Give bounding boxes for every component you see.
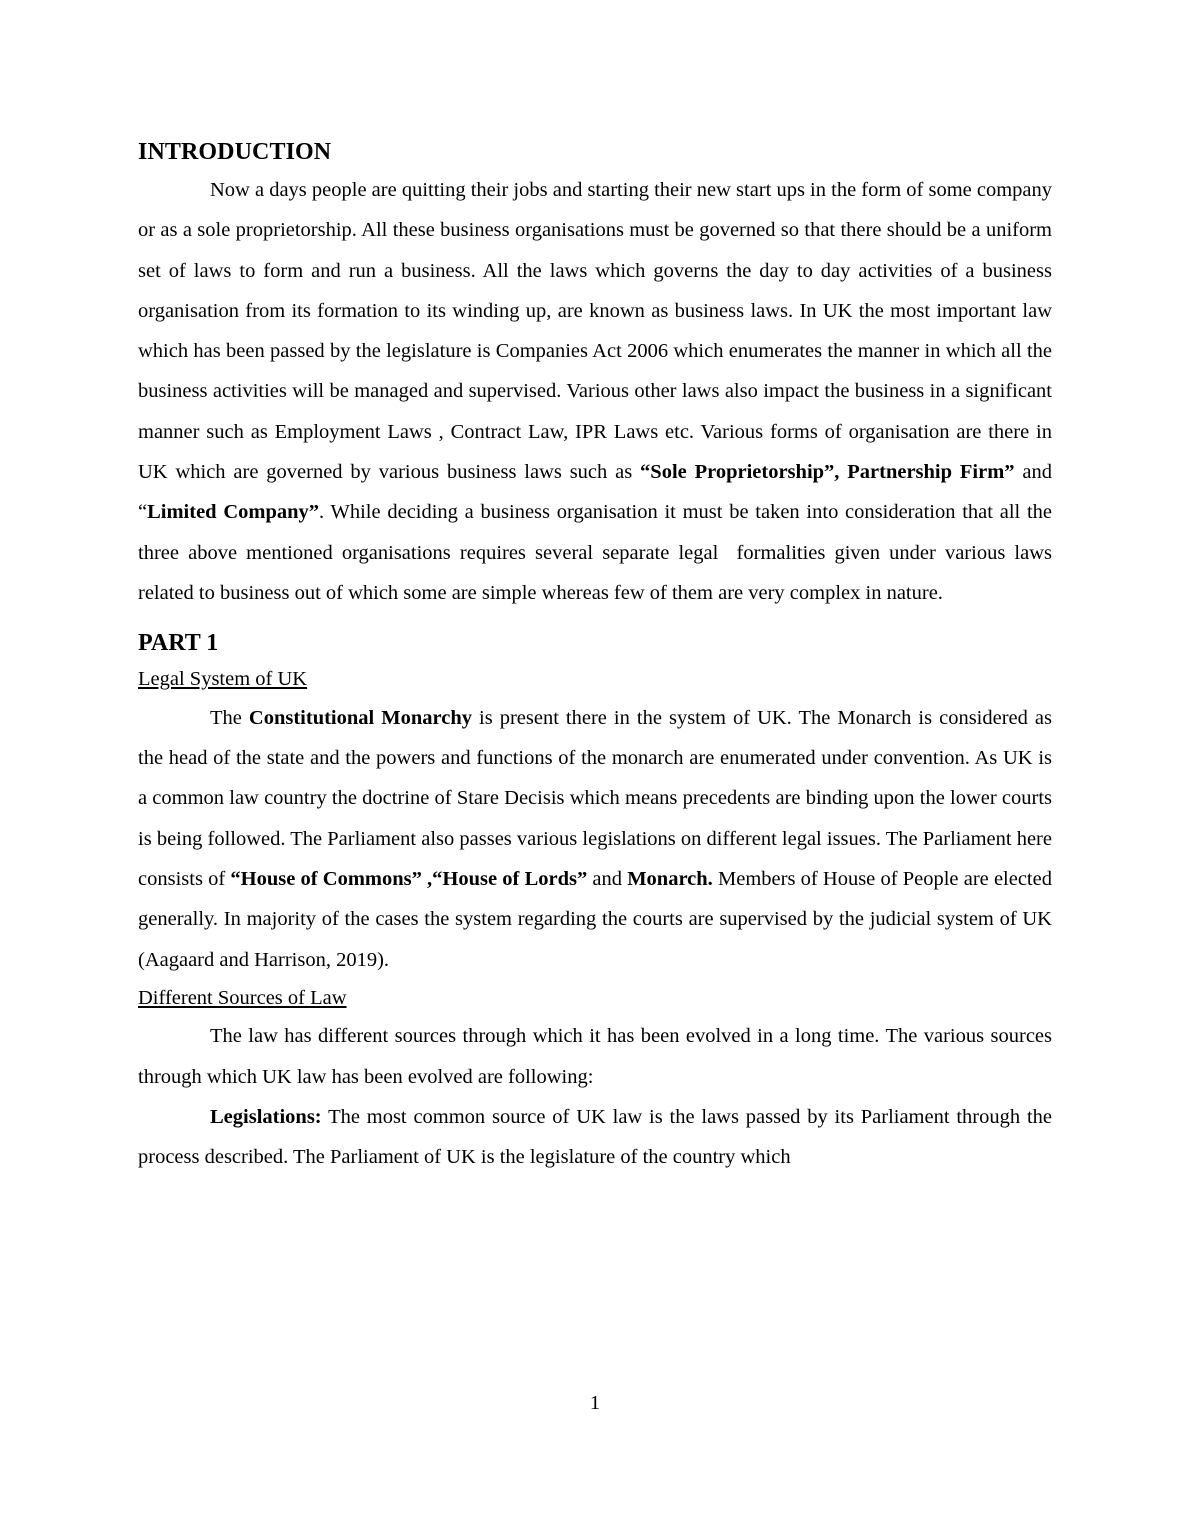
intro-text-segment-1: Now a days people are quitting their jobs and starting their new start ups in the form of some company or as a sole proprietorship. All these business organisations must be governed so that there should be a uniform set of laws to form and run a business. All the laws which governs the day to day activities of a business organisation from its formation to its winding up, are known as business laws. In UK the most important law which has been passed by the legislature is Companies Act 2006 which enumerates the manner in which all the business activities will be managed and supervised. Various other laws also impact the business in a significant manner such as Employment Laws , Contract Law, IPR Laws etc. Various forms of organisation are there in UK which are governed by various business laws such as bbox=[138, 179, 1058, 484]
legal-system-bold-constitutional-monarchy: Constitutional Monarchy bbox=[248, 706, 472, 729]
paragraph-legal-system bbox=[138, 698, 1058, 980]
legal-system-text-segment-2: is present there in the system of UK. The Monarch is considered as the head of the state and the powers and functions of the monarch are enumerated under convention. As UK is a common law country the doctrine of Stare Decisis which means precedents are binding upon the lower courts is being followed. The Parliament also passes various legislations on different legal issues. The Parliament here consists of bbox=[138, 706, 1058, 890]
intro-bold-organisation-forms-1: “Sole Proprietorship”, Partnership Firm” bbox=[640, 461, 1015, 484]
section-heading-part-1: PART 1 bbox=[138, 630, 219, 657]
page-number: 1 bbox=[589, 1392, 601, 1414]
subheading-legal-system-of-uk-label: Legal System of UK bbox=[138, 668, 308, 691]
legislations-bold-label: Legislations: bbox=[210, 1105, 322, 1128]
page-title-introduction: INTRODUCTION bbox=[138, 139, 332, 165]
paragraph-introduction bbox=[138, 170, 1058, 613]
intro-text-segment-3: . While deciding a business organisation it must be taken into consideration that all the three above mentioned organisations requires several separate legal formalities given under various laws related to business out of which some are simple whereas few of them are very complex in nature. bbox=[138, 501, 1058, 604]
legislations-text: The most common source of UK law is the laws passed by its Parliament through the process described. The Parliament of UK is the legislature of the country which bbox=[138, 1105, 1058, 1169]
legal-system-text-segment-4: Members of House of People are elected generally. In majority of the cases the system regarding the courts are supervised by the judicial system of UK (Aagaard and Harrison, 2019). bbox=[138, 867, 1058, 971]
subheading-legal-system-of-uk bbox=[138, 669, 1052, 690]
legal-system-text-segment-3: and bbox=[587, 867, 628, 890]
paragraph-legislations bbox=[138, 1097, 1058, 1178]
document-content bbox=[138, 139, 1058, 1178]
intro-text-segment-2: and “ bbox=[138, 461, 1058, 524]
subheading-different-sources-of-law-label: Different Sources of Law bbox=[138, 986, 347, 1009]
legal-system-bold-monarch: Monarch. bbox=[627, 867, 713, 890]
subheading-different-sources-of-law bbox=[138, 988, 1052, 1009]
paragraph-sources-of-law-intro: The law has different sources through which it has been evolved in a long time. The various sources through which UK law has been evolved are following: bbox=[138, 1025, 1058, 1088]
legal-system-bold-houses: “House of Commons” ,“House of Lords” bbox=[230, 867, 588, 890]
legal-system-text-segment-1: The bbox=[210, 706, 249, 729]
intro-bold-organisation-forms-2: Limited Company” bbox=[147, 501, 320, 524]
